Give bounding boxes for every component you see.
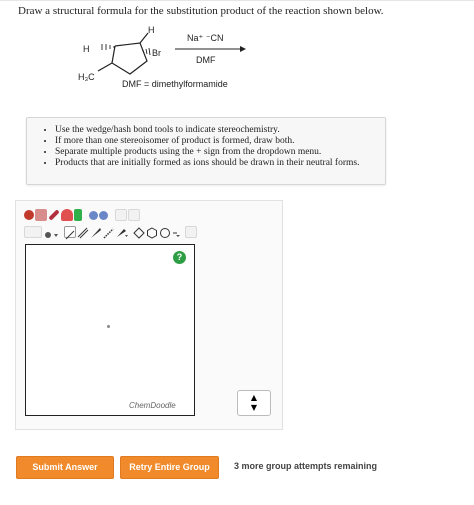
drawing-canvas[interactable] [25,244,195,416]
spinner-down-icon[interactable]: ▼ [250,403,258,412]
copy-icon[interactable] [115,209,127,221]
reagent-label: Na⁺ ⁻CN [187,33,224,43]
toolbar-row-1 [24,207,140,223]
solvent-label: DMF [196,55,216,65]
methyl-bond [98,63,112,71]
methyl-label: H₃C [78,72,95,82]
ring5-icon[interactable] [159,226,171,238]
single-bond-icon[interactable] [64,226,76,238]
hash-bond-left [102,44,114,50]
select-icon[interactable] [74,209,82,221]
reaction-scheme [70,25,270,95]
ring-dropdown-2[interactable] [172,226,180,238]
wedge-bond-icon[interactable] [90,226,102,238]
ring-dropdown[interactable] [43,227,59,237]
cyclopentane-ring [112,33,148,74]
zoom-in-icon[interactable] [89,211,98,220]
pen-icon[interactable] [48,209,59,220]
solvent-definition: DMF = dimethylformamide [122,79,228,89]
question-prompt: Draw a structural formula for the substitution product of the reaction shown below. [18,5,384,17]
toolbar-row-2 [24,224,197,240]
atom-h-top: H [148,25,155,35]
instructions-box [26,117,386,185]
hash-bond-icon[interactable] [103,226,115,238]
spinner-up-icon[interactable]: ▲ [250,393,258,402]
ring3-icon[interactable] [133,226,145,238]
retry-group-button[interactable]: Retry Entire Group [120,456,219,479]
chemdoodle-brand: ChemDoodle [129,401,176,410]
canvas-center-dot [107,325,110,328]
clear-icon[interactable] [24,210,34,220]
eraser-icon[interactable] [35,209,47,221]
zoom-out-icon[interactable] [99,211,108,220]
instruction-item: • If more than one stereoisomer of product is formed, draw both. [55,136,359,147]
ring6-icon[interactable] [146,226,158,238]
atom-h-left: H [83,44,90,54]
bond-dropdown[interactable] [116,226,128,238]
lasso-icon[interactable] [61,209,73,221]
instruction-item: • Use the wedge/hash bond tools to indicate stereochemistry. [55,125,359,136]
help-icon[interactable]: ? [173,251,186,264]
submit-answer-button[interactable]: Submit Answer [16,456,114,479]
attempts-remaining: 3 more group attempts remaining [234,461,378,471]
arrow-head [240,46,246,52]
top-divider [0,0,474,1]
atom-label-dropdown[interactable] [24,226,42,238]
double-bond-icon[interactable] [77,226,89,238]
instructions-list [27,125,359,169]
product-spinner[interactable] [237,390,271,416]
instruction-item: • Separate multiple products using the + sign from the dropdown menu. [55,147,359,158]
leaving-group-br: Br [152,48,161,58]
bracket-icon[interactable] [185,226,197,238]
instruction-item: • Products that are initially formed as ions should be drawn in their neutral forms. [55,158,359,169]
paste-icon[interactable] [128,209,140,221]
